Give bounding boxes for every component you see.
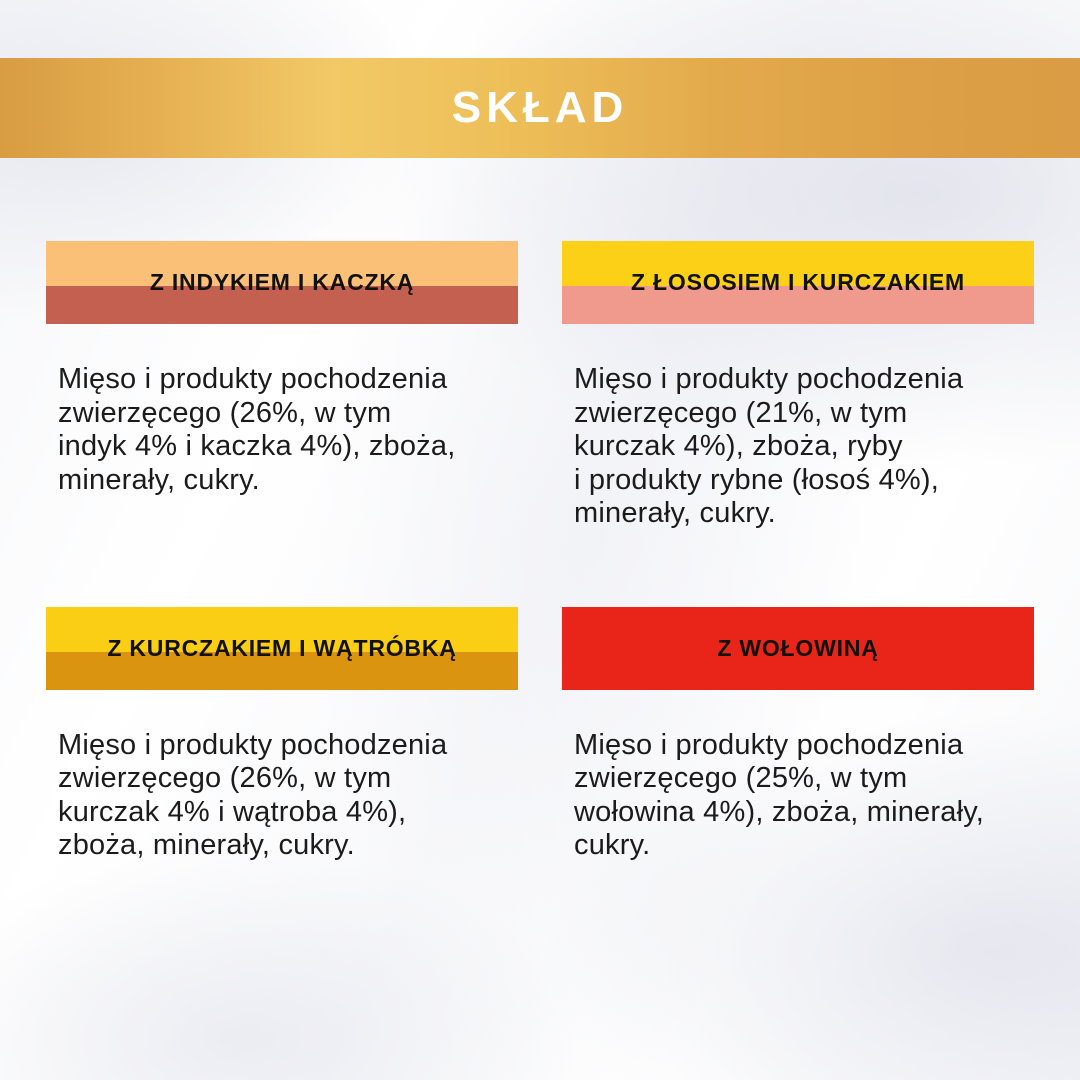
description-line: i produkty rybne (łosoś 4%), (574, 463, 940, 496)
product-description (574, 363, 1034, 531)
page-title: SKŁAD (451, 83, 629, 132)
description-line: Mięso i produkty pochodzenia (58, 363, 448, 395)
product-banner (46, 241, 518, 324)
product-title: Z INDYKIEM I KACZKĄ (149, 269, 415, 295)
description-line: zwierzęcego (26%, w tym (58, 762, 392, 794)
description-line: cukry. (574, 829, 651, 861)
description-line: Mięso i produkty pochodzenia (574, 728, 964, 761)
product-grid (46, 241, 1034, 863)
description-line: zwierzęcego (25%, w tym (574, 762, 908, 794)
product-card-losos-kurczak (562, 241, 1034, 531)
description-line: zwierzęcego (26%, w tym (58, 396, 392, 429)
product-card-indyk-kaczka (46, 241, 518, 531)
description-line: wołowina 4%), zboża, minerały, (574, 795, 985, 828)
description-line: Mięso i produkty pochodzenia (58, 728, 448, 761)
product-title: Z KURCZAKIEM I WĄTRÓBKĄ (107, 634, 457, 661)
description-line: Mięso i produkty pochodzenia (574, 363, 964, 395)
product-card-kurczak-watrobka (46, 607, 518, 863)
description-line: zboża, minerały, cukry. (58, 829, 355, 861)
product-banner (46, 607, 518, 690)
description-line: minerały, cukry. (574, 497, 776, 529)
header-band (0, 58, 1080, 158)
description-line: minerały, cukry. (58, 463, 260, 496)
description-line: kurczak 4%), zboża, ryby (574, 430, 903, 462)
product-title: Z WOŁOWINĄ (717, 634, 879, 661)
product-description (58, 729, 518, 863)
product-description (58, 363, 518, 497)
description-line: zwierzęcego (21%, w tym (574, 396, 908, 429)
description-line: kurczak 4% i wątroba 4%), (58, 795, 407, 828)
product-banner (562, 607, 1034, 690)
product-description (574, 729, 1034, 863)
product-banner (562, 241, 1034, 324)
product-title: Z ŁOSOSIEM I KURCZAKIEM (630, 269, 965, 295)
product-card-wolowina (562, 607, 1034, 863)
description-line: indyk 4% i kaczka 4%), zboża, (58, 430, 456, 462)
